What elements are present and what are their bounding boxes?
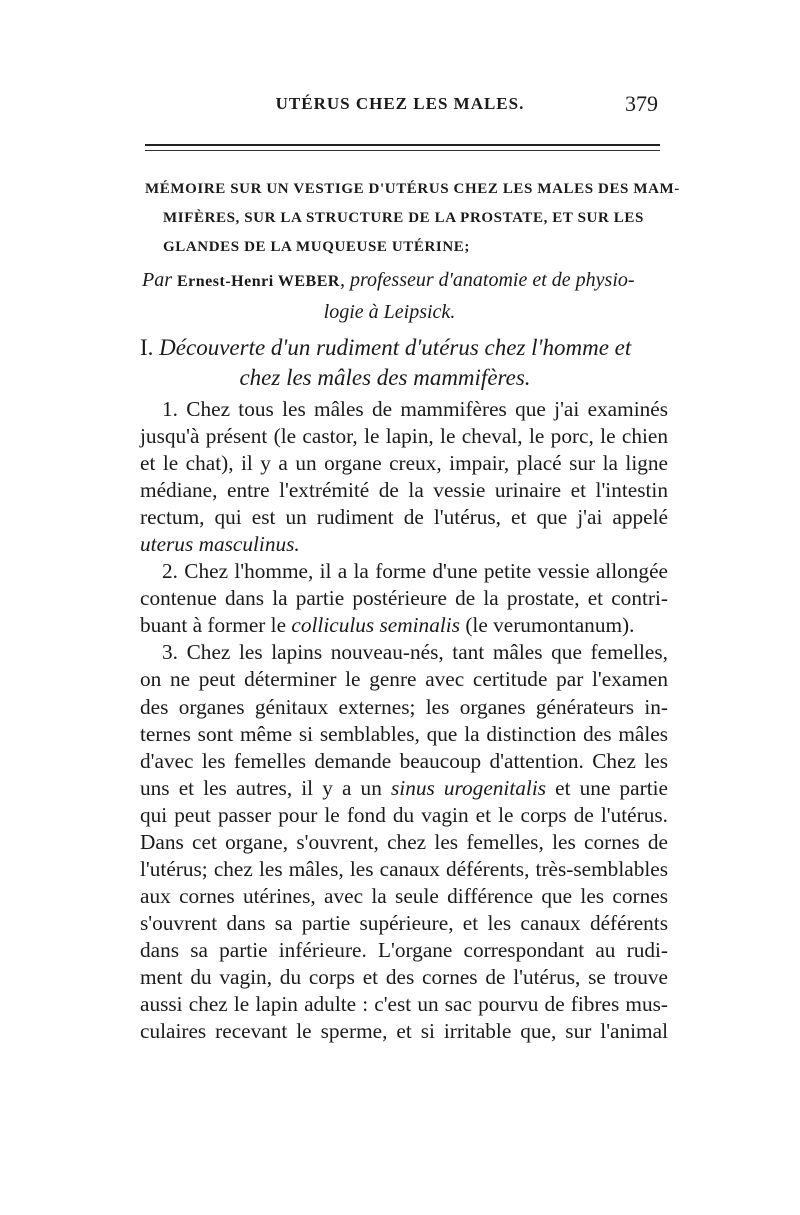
- text-line: 1. Chez tous les mâles de mammifères que j'ai examinés: [162, 397, 668, 421]
- text-line: [140, 531, 668, 558]
- author-affiliation: , professeur d'anatomie et de physio-: [339, 269, 635, 291]
- header-rule-thick: [145, 144, 660, 146]
- text-line: on ne peut déterminer le genre avec certitude par l'examen: [140, 667, 668, 692]
- text-line: l'utérus; chez les mâles, les canaux déférents, très-semblables: [140, 856, 668, 881]
- text-line: culaires recevant le sperme, et si irritable que, sur l'animal: [140, 1019, 668, 1044]
- text-fragment: (le verumontanum).: [465, 613, 635, 638]
- text-line: qui peut passer pour le fond du vagin et le corps de l'utérus.: [140, 802, 668, 827]
- text-line: des organes génitaux externes; les organes générateurs in-: [140, 694, 668, 719]
- text-line: s'ouvrent dans sa partie supérieure, et les canaux déférents: [140, 910, 668, 935]
- author-name: Ernest-Henri WEBER: [177, 273, 340, 290]
- text-line: 3. Chez les lapins nouveau-nés, tant mâles que femelles,: [162, 640, 668, 665]
- text-line: contenue dans la partie postérieure de la prostate, et contri-: [140, 586, 668, 611]
- italic-term: colliculus seminalis: [291, 613, 460, 638]
- italic-term: sinus urogenitalis: [390, 775, 547, 800]
- text-line: 2. Chez l'homme, il a la forme d'une petite vessie allongée: [162, 559, 668, 584]
- section-title-line: Découverte d'un rudiment d'utérus chez l'homme et: [159, 335, 632, 360]
- author-affiliation-cont: logie à Leipsick.: [323, 301, 456, 323]
- text-fragment: et une partie: [555, 775, 669, 800]
- author-par: Par: [142, 269, 172, 291]
- text-line: [140, 775, 668, 802]
- text-line: ment du vagin, du corps et des cornes de l'utérus, se trouve: [140, 964, 668, 989]
- text-line: Dans cet organe, s'ouvrent, chez les femelles, les cornes de: [140, 829, 668, 854]
- text-line: aux cornes utérines, avec la seule différence que les cornes: [140, 883, 668, 908]
- text-line: et le chat), il y a un organe creux, impair, placé sur la ligne: [140, 451, 668, 476]
- text-line: dans sa partie inférieure. L'organe correspondant au rudi-: [140, 937, 668, 962]
- running-head: [140, 91, 660, 118]
- page-number: 379: [625, 91, 658, 116]
- italic-term: uterus masculinus.: [140, 532, 300, 557]
- text-fragment: uns et les autres, il y a un: [140, 775, 382, 800]
- section-number: I.: [140, 335, 154, 360]
- text-line: d'avec les femelles demande beaucoup d'attention. Chez les: [140, 748, 668, 773]
- memoir-title: [145, 175, 680, 262]
- header-rule-thin: [145, 150, 660, 151]
- text-line: rectum, qui est un rudiment de l'utérus, et que j'ai appelé: [140, 505, 668, 530]
- text-line: jusqu'à présent (le castor, le lapin, le cheval, le porc, le chien: [140, 424, 668, 449]
- text-line: médiane, entre l'extrémité de la vessie urinaire et l'intestin: [140, 478, 668, 503]
- author-line: [142, 265, 667, 327]
- memoir-title-line: MIFÈRES, SUR LA STRUCTURE DE LA PROSTATE, ET SUR LES: [163, 210, 644, 226]
- text-line: [140, 612, 668, 639]
- section-heading: [140, 333, 670, 393]
- text-fragment: buant à former le: [140, 613, 287, 638]
- section-title-line: chez les mâles des mammifères.: [239, 365, 531, 390]
- text-line: aussi chez le lapin adulte : c'est un sac pourvu de fibres mus-: [140, 992, 668, 1017]
- running-title: UTÉRUS CHEZ LES MALES.: [275, 94, 525, 113]
- text-line: ternes sont même si semblables, que la distinction des mâles: [140, 721, 668, 746]
- memoir-title-line: MÉMOIRE SUR UN VESTIGE D'UTÉRUS CHEZ LES MALES DES MAM-: [145, 181, 680, 197]
- memoir-title-line: GLANDES DE LA MUQUEUSE UTÉRINE;: [163, 239, 470, 255]
- body-text: [140, 396, 668, 1045]
